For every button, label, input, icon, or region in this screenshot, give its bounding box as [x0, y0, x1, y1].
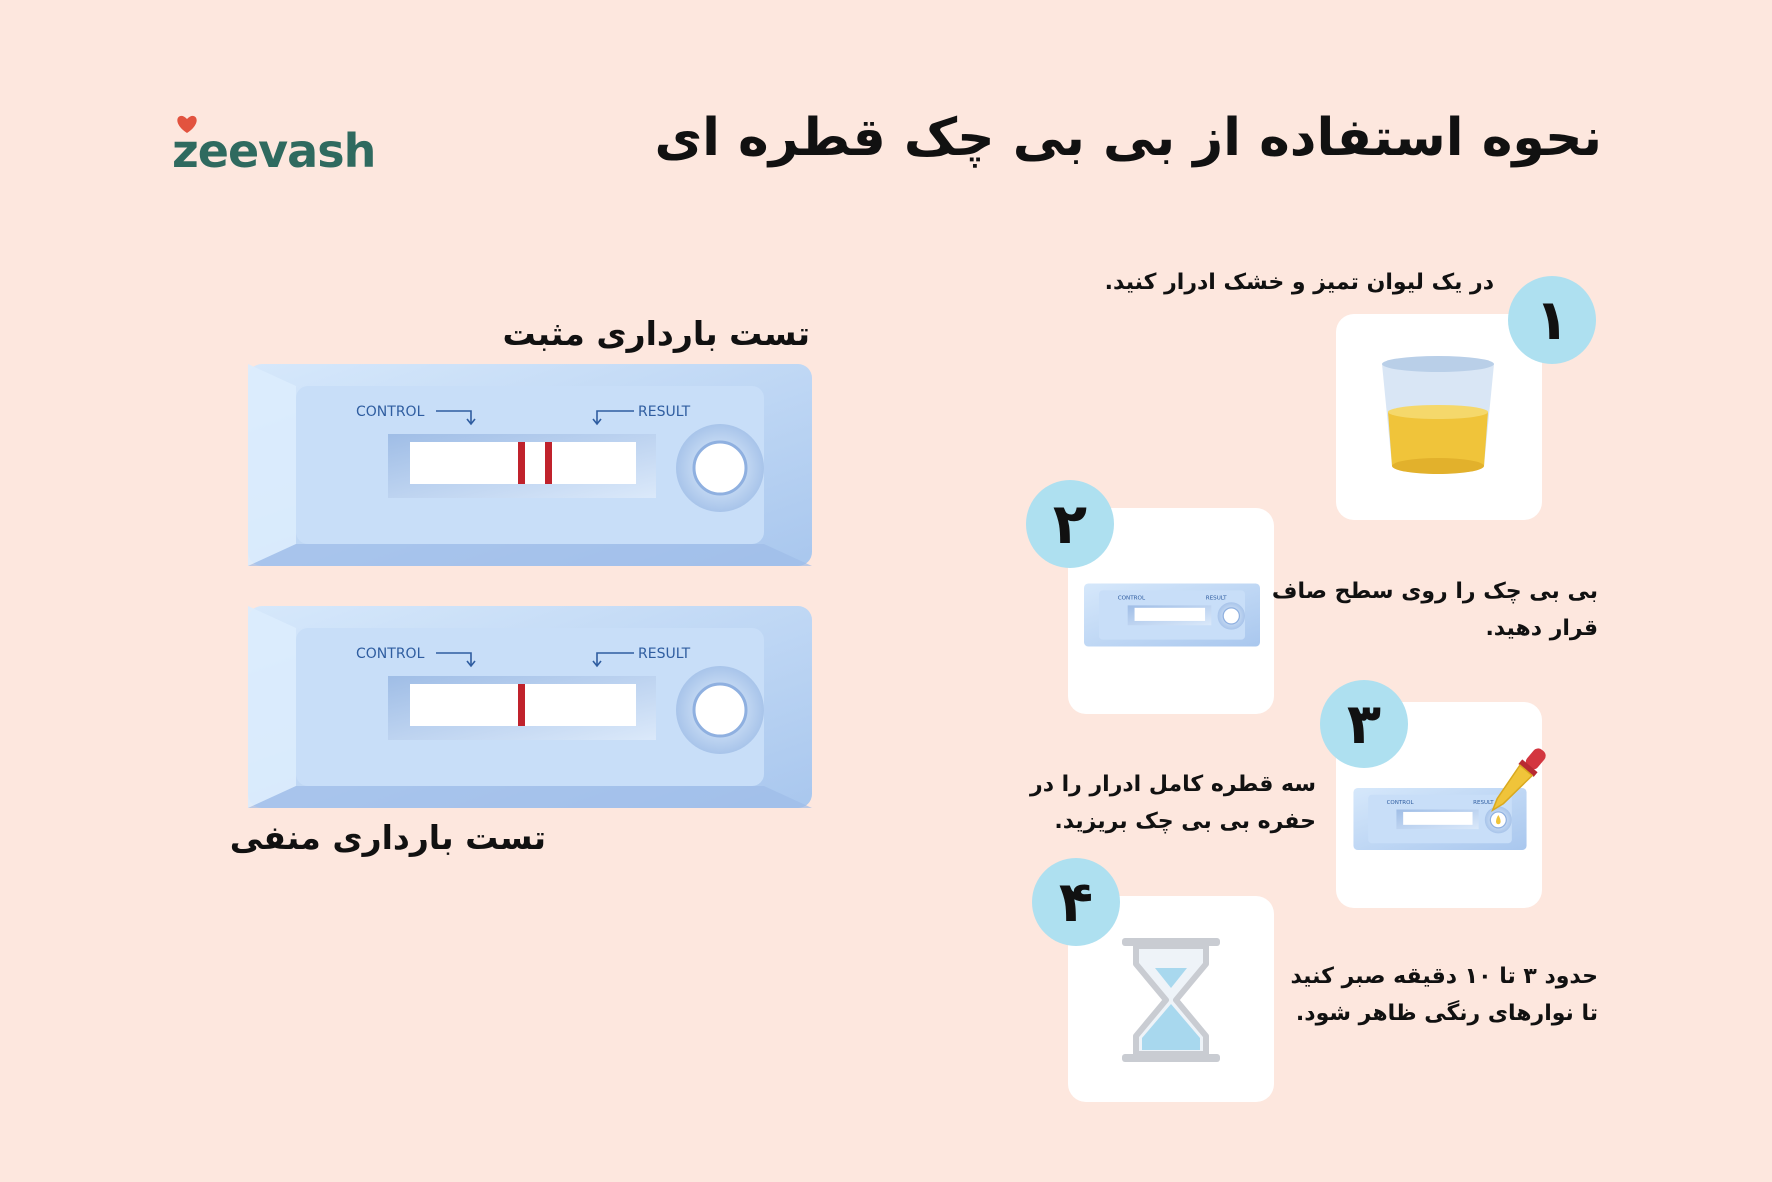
result-label: RESULT	[638, 404, 691, 420]
control-line	[518, 684, 525, 726]
step-3-text	[1030, 766, 1316, 840]
test-line	[545, 442, 552, 484]
test-kit-icon	[1084, 582, 1260, 652]
step-1-line-1: در یک لیوان تمیز و خشک ادرار کنید.	[1104, 270, 1494, 295]
step-2-badge: ۲	[1026, 480, 1114, 568]
step-2-line-2: قرار دهید.	[1485, 616, 1598, 641]
step-2-text	[1272, 573, 1598, 647]
hourglass-icon	[1122, 938, 1220, 1066]
svg-text:RESULT: RESULT	[1205, 595, 1227, 602]
result-label: RESULT	[638, 646, 691, 662]
svg-text:RESULT: RESULT	[1473, 799, 1494, 806]
dropper-icon	[1484, 742, 1546, 826]
step-4-badge: ۴	[1032, 858, 1120, 946]
control-line	[518, 442, 525, 484]
step-4-text	[1290, 958, 1598, 1032]
page-title: نحوه استفاده از بی بی چک قطره ای	[654, 108, 1602, 168]
negative-test-cassette	[248, 606, 812, 808]
step-1-text	[1105, 264, 1494, 301]
step-1-card	[1336, 314, 1542, 520]
urine-cup-icon	[1380, 354, 1496, 482]
step-3-line-1: سه قطره کامل ادرار را در	[1030, 772, 1316, 797]
control-label: CONTROL	[356, 404, 425, 420]
brand-logo	[172, 118, 376, 188]
step-3-badge: ۳	[1320, 680, 1408, 768]
negative-test-label: تست بارداری منفی	[229, 818, 546, 857]
svg-text:CONTROL: CONTROL	[1386, 799, 1414, 806]
step-2-line-1: بی بی چک را روی سطح صاف	[1271, 579, 1598, 604]
positive-test-label: تست بارداری مثبت	[502, 314, 810, 353]
svg-text:CONTROL: CONTROL	[1117, 595, 1146, 602]
brand-name: zeevash	[172, 124, 376, 178]
step-4-line-2: تا نوارهای رنگی ظاهر شود.	[1295, 1001, 1598, 1026]
step-4-line-1: حدود ۳ تا ۱۰ دقیقه صبر کنید	[1290, 964, 1598, 989]
control-label: CONTROL	[356, 646, 425, 662]
step-3-line-2: حفره بی بی چک بریزید.	[1054, 809, 1316, 834]
positive-test-cassette	[248, 364, 812, 566]
step-1-badge: ۱	[1508, 276, 1596, 364]
